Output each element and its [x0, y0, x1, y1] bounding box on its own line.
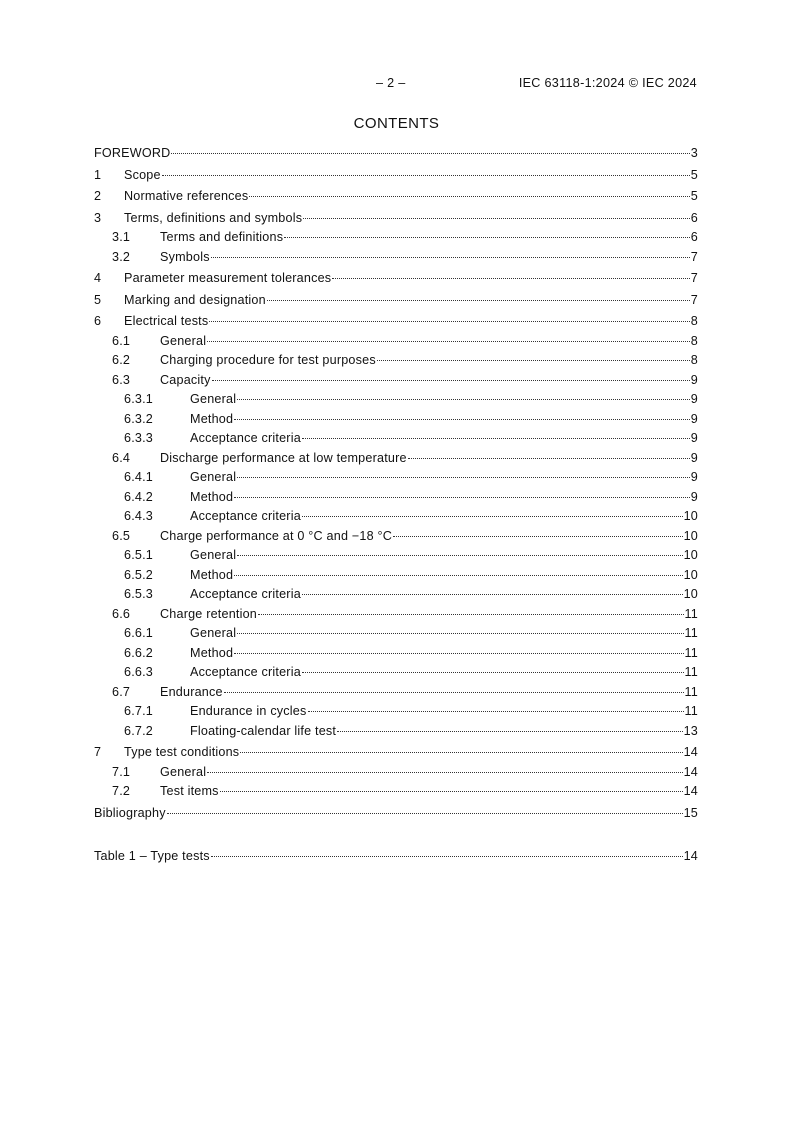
toc-entry-label: Terms, definitions and symbols — [124, 210, 303, 225]
dot-leader — [308, 710, 684, 712]
toc-entry-label: Method — [190, 489, 234, 504]
toc-entry-page: 14 — [683, 745, 698, 759]
toc-entry-number: 6.3 — [112, 372, 131, 387]
toc-entry[interactable] — [94, 293, 698, 308]
toc-entry-page: 8 — [690, 314, 698, 328]
toc-entry[interactable] — [94, 806, 698, 821]
toc-entry-number: 6.5.2 — [124, 567, 154, 582]
toc-entry-label: Electrical tests — [124, 314, 209, 328]
toc-entry-number: 6 — [94, 314, 102, 328]
dot-leader — [162, 174, 690, 176]
toc-entry-label: Bibliography — [94, 805, 166, 820]
toc-entry-page: 10 — [683, 528, 698, 543]
dot-leader — [284, 236, 690, 238]
toc-entry[interactable] — [94, 509, 698, 524]
dot-leader — [237, 476, 690, 478]
toc-entry[interactable] — [94, 646, 698, 661]
toc-entry-page: 9 — [690, 431, 698, 445]
table-of-contents — [94, 146, 698, 821]
toc-entry[interactable] — [94, 490, 698, 505]
toc-entry-number: 6.4.2 — [124, 489, 154, 504]
toc-entry-label: Acceptance criteria — [190, 587, 301, 601]
toc-entry-label: Floating-calendar life test — [190, 723, 337, 738]
toc-entry[interactable] — [94, 607, 698, 622]
toc-entry-number: 6.7.1 — [124, 704, 154, 718]
dot-leader — [237, 632, 683, 634]
toc-entry-label: Parameter measurement tolerances — [124, 271, 332, 285]
toc-entry[interactable] — [94, 168, 698, 183]
dot-leader — [234, 652, 683, 654]
dot-leader — [240, 751, 682, 753]
toc-entry-label: Endurance — [160, 684, 223, 699]
toc-entry[interactable] — [94, 626, 698, 641]
dot-leader — [234, 574, 682, 576]
toc-entry[interactable] — [94, 211, 698, 226]
toc-entry-number: 6.6.3 — [124, 665, 154, 679]
toc-entry-label: FOREWORD — [94, 146, 171, 160]
toc-entry-page: 11 — [684, 606, 698, 621]
toc-entry[interactable] — [94, 724, 698, 739]
toc-entry[interactable] — [94, 704, 698, 719]
dot-leader — [249, 195, 689, 197]
dot-leader — [302, 593, 683, 595]
toc-entry[interactable] — [94, 548, 698, 563]
toc-entry[interactable] — [94, 314, 698, 329]
toc-entry-page: 6 — [690, 210, 698, 225]
toc-entry-number: 2 — [94, 189, 102, 203]
dot-leader — [258, 613, 684, 615]
toc-entry-number: 6.6 — [112, 606, 131, 621]
toc-entry[interactable] — [94, 784, 698, 799]
toc-entry[interactable] — [94, 587, 698, 602]
dot-leader — [209, 320, 689, 322]
toc-entry[interactable] — [94, 685, 698, 700]
toc-entry-number: 7 — [94, 745, 102, 759]
document-id: IEC 63118-1:2024 © IEC 2024 — [518, 76, 697, 90]
toc-entry[interactable] — [94, 230, 698, 245]
toc-entry-label: Acceptance criteria — [190, 665, 301, 679]
toc-entry-label: General — [160, 333, 207, 348]
toc-entry[interactable] — [94, 250, 698, 265]
toc-entry-label: Capacity — [160, 372, 211, 387]
toc-entry-page: 11 — [684, 665, 698, 679]
toc-entry-page: 7 — [690, 249, 698, 264]
dot-leader — [220, 790, 683, 792]
toc-entry[interactable] — [94, 745, 698, 760]
toc-entry-page: 9 — [690, 372, 698, 387]
toc-entry-page: 3 — [690, 146, 698, 160]
toc-entry-number: 4 — [94, 271, 102, 285]
dot-leader — [332, 277, 689, 279]
toc-entry-number: 1 — [94, 167, 102, 182]
toc-entry[interactable] — [94, 431, 698, 446]
toc-entry-page: 7 — [690, 271, 698, 285]
toc-entry-page: 11 — [684, 684, 698, 699]
dot-leader — [167, 812, 683, 814]
toc-entry-label: Charge retention — [160, 606, 258, 621]
toc-entry-label: Charge performance at 0 °C and −18 °C — [160, 528, 393, 543]
toc-entry[interactable] — [94, 373, 698, 388]
toc-entry-page: 15 — [683, 805, 698, 820]
toc-entry-number: 6.3.3 — [124, 431, 154, 445]
toc-entry-page: 8 — [690, 353, 698, 367]
toc-entry[interactable] — [94, 412, 698, 427]
toc-entry[interactable] — [94, 334, 698, 349]
toc-entry-label: Type test conditions — [124, 745, 240, 759]
dot-leader — [267, 299, 690, 301]
toc-entry-page: 11 — [684, 645, 698, 660]
toc-entry-page: 10 — [683, 509, 698, 523]
toc-entry-number: 6.4.3 — [124, 509, 154, 523]
dot-leader — [212, 379, 690, 381]
toc-entry-label: General — [190, 392, 237, 406]
dot-leader — [224, 691, 684, 693]
dot-leader — [207, 340, 690, 342]
toc-entry-number: 7.2 — [112, 784, 131, 798]
toc-entry-label: Acceptance criteria — [190, 509, 301, 523]
toc-entry-number: 7.1 — [112, 764, 131, 779]
dot-leader — [237, 398, 690, 400]
toc-entry-page: 14 — [683, 784, 698, 798]
toc-entry-number: 3.1 — [112, 230, 131, 244]
dot-leader — [237, 554, 682, 556]
toc-entry-page: 14 — [683, 764, 698, 779]
toc-entry-label: Symbols — [160, 249, 210, 264]
toc-entry-label: Acceptance criteria — [190, 431, 301, 445]
toc-entry[interactable] — [94, 665, 698, 680]
toc-entry-page: 11 — [684, 626, 698, 640]
toc-entry-label: General — [190, 548, 237, 562]
toc-entry-number: 6.7.2 — [124, 723, 154, 738]
toc-entry[interactable] — [94, 353, 698, 368]
dot-leader — [207, 771, 682, 773]
toc-entry[interactable] — [94, 470, 698, 485]
toc-entry-label: Normative references — [124, 189, 249, 203]
toc-entry-label: General — [190, 626, 237, 640]
toc-entry-page: 11 — [684, 704, 698, 718]
toc-entry-number: 3 — [94, 210, 102, 225]
dot-leader — [171, 152, 689, 154]
toc-entry-page: 10 — [683, 587, 698, 601]
table-entry-label: Table 1 – Type tests — [94, 849, 210, 863]
toc-entry-number: 6.6.2 — [124, 645, 154, 660]
dot-leader — [211, 855, 683, 857]
toc-entry-label: Charging procedure for test purposes — [160, 353, 376, 367]
toc-entry-label: Method — [190, 645, 234, 660]
dot-leader — [337, 730, 682, 732]
toc-entry[interactable] — [94, 765, 698, 780]
toc-entry-number: 6.2 — [112, 353, 131, 367]
toc-entry-page: 5 — [690, 167, 698, 182]
dot-leader — [302, 515, 683, 517]
toc-entry-page: 9 — [690, 392, 698, 406]
toc-entry[interactable] — [94, 568, 698, 583]
dot-leader — [303, 217, 690, 219]
toc-entry-number: 6.5.1 — [124, 548, 154, 562]
toc-entry-label: General — [190, 470, 237, 484]
toc-entry[interactable] — [94, 146, 698, 161]
toc-entry-page: 13 — [683, 723, 698, 738]
toc-entry-number: 6.7 — [112, 684, 131, 699]
table-list-entry[interactable] — [94, 849, 698, 864]
toc-entry-page: 9 — [690, 411, 698, 426]
toc-entry[interactable] — [94, 529, 698, 544]
dot-leader — [393, 535, 683, 537]
toc-entry-page: 10 — [683, 567, 698, 582]
toc-entry[interactable] — [94, 392, 698, 407]
toc-entry-number: 6.3.1 — [124, 392, 154, 406]
list-of-tables — [94, 849, 698, 864]
toc-entry-page: 9 — [690, 470, 698, 484]
toc-entry-page: 6 — [690, 230, 698, 244]
toc-entry-label: Scope — [124, 167, 161, 182]
toc-entry-number: 6.3.2 — [124, 411, 154, 426]
toc-entry-label: Method — [190, 567, 234, 582]
table-entry-page: 14 — [683, 849, 698, 863]
toc-entry[interactable] — [94, 271, 698, 286]
toc-entry-number: 6.6.1 — [124, 626, 154, 640]
toc-entry-page: 9 — [690, 450, 698, 465]
dot-leader — [302, 437, 690, 439]
dot-leader — [302, 671, 684, 673]
toc-entry[interactable] — [94, 451, 698, 466]
toc-entry-page: 7 — [690, 292, 698, 307]
dot-leader — [234, 496, 690, 498]
toc-entry-number: 6.5.3 — [124, 587, 154, 601]
toc-entry-page: 10 — [683, 548, 698, 562]
toc-entry-label: Terms and definitions — [160, 230, 284, 244]
dot-leader — [377, 359, 690, 361]
toc-entry-number: 5 — [94, 292, 102, 307]
page-number: – 2 – — [376, 76, 406, 90]
toc-entry[interactable] — [94, 189, 698, 204]
toc-entry-number: 6.4 — [112, 450, 131, 465]
toc-entry-label: Discharge performance at low temperature — [160, 450, 407, 465]
toc-entry-number: 6.5 — [112, 528, 131, 543]
dot-leader — [211, 256, 690, 258]
page-title: CONTENTS — [353, 115, 440, 132]
dot-leader — [234, 418, 690, 420]
toc-entry-number: 6.4.1 — [124, 470, 154, 484]
toc-entry-label: Marking and designation — [124, 292, 266, 307]
toc-entry-label: Method — [190, 411, 234, 426]
toc-entry-page: 5 — [690, 189, 698, 203]
toc-entry-number: 6.1 — [112, 333, 131, 348]
toc-entry-label: General — [160, 764, 207, 779]
toc-entry-page: 9 — [690, 489, 698, 504]
toc-entry-number: 3.2 — [112, 249, 131, 264]
toc-entry-page: 8 — [690, 333, 698, 348]
dot-leader — [408, 457, 690, 459]
toc-entry-label: Test items — [160, 784, 219, 798]
toc-entry-label: Endurance in cycles — [190, 704, 307, 718]
